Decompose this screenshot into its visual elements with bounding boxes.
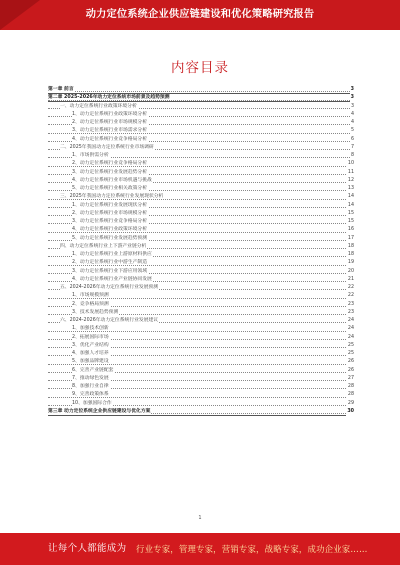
toc-entry[interactable] (48, 169, 354, 177)
toc-entry[interactable] (48, 400, 354, 408)
toc-entry[interactable] (48, 276, 354, 284)
toc-entry[interactable] (48, 177, 354, 185)
footer-banner (0, 533, 400, 565)
toc-entry-label: 5、动力定位系统行业发展趋势预测 (72, 235, 148, 241)
toc-entry-page: 6 (350, 136, 354, 144)
toc-entry[interactable] (48, 334, 354, 342)
toc-entry-label: 4、动力定位系统行业竞争格局分析 (72, 136, 148, 142)
toc-entry-label: 6、完善产业链配套 (72, 367, 114, 373)
toc-entry-page: 18 (347, 251, 354, 259)
toc-entry[interactable] (48, 144, 354, 152)
toc-entry[interactable] (48, 358, 354, 366)
toc-entry[interactable] (48, 243, 354, 251)
toc-entry-page: 24 (347, 317, 354, 325)
toc-entry-page: 8 (350, 152, 354, 160)
toc-entry[interactable] (48, 383, 354, 391)
toc-entry[interactable] (48, 119, 354, 127)
toc-entry-page: 15 (347, 210, 354, 218)
toc-entry[interactable] (48, 127, 354, 135)
toc-entry[interactable] (48, 309, 354, 317)
footer-tagline: 行业专家，管理专家，营销专家，战略专家，成功企业家…… (136, 544, 368, 554)
toc-entry-label: 三、2025年我国动力定位系统行业发展现状分析 (60, 194, 164, 200)
toc-entry-page: 28 (347, 391, 354, 399)
report-title: 动力定位系统企业供应链建设和优化策略研究报告 (85, 9, 315, 20)
toc-entry[interactable] (48, 86, 354, 94)
footer-slogan: 让每个人都能成为 (48, 543, 127, 554)
toc-entry-page: 20 (347, 268, 354, 276)
toc-entry-page: 17 (347, 235, 354, 243)
toc-entry-label: 第三章 动力定位系统企业供应链建设与优化方案 (48, 408, 151, 414)
toc-entry-label: 2、动力定位系统行业中游生产制造 (72, 260, 148, 266)
toc-entry[interactable] (48, 251, 354, 259)
toc-entry-label: 3、技术发展趋势预测 (72, 309, 119, 315)
toc-entry-page: 4 (350, 111, 354, 119)
toc-entry-page: 30 (346, 408, 354, 416)
toc-entry-page: 10 (347, 160, 354, 168)
toc-entry-page: 5 (350, 127, 354, 135)
toc-entry[interactable] (48, 367, 354, 375)
toc-entry[interactable] (48, 152, 354, 160)
toc-entry-label: 4、加强人才培养 (72, 351, 109, 356)
toc-entry-page: 18 (347, 243, 354, 251)
toc-entry-page: 3 (350, 94, 354, 102)
toc-entry-label: 3、动力定位系统行业下游应用领域 (72, 268, 148, 274)
toc-title: 内容目录 (171, 60, 229, 76)
toc-entry-page: 11 (347, 169, 354, 177)
toc-entry-label: 四、动力定位系统行业上下游产业链分析 (60, 243, 147, 249)
toc-entry-label: 六、2024-2026年动力定位系统行业发展建议 (60, 318, 159, 323)
toc-entry-page: 22 (347, 292, 354, 300)
toc-entry[interactable] (48, 202, 354, 210)
toc-entry-label: 2、动力定位系统行业市场规模分析 (72, 210, 148, 216)
toc-entry[interactable] (48, 268, 354, 276)
toc-entry-page: 22 (347, 284, 354, 292)
toc-entry[interactable] (48, 408, 354, 416)
toc-entry-page: 25 (347, 342, 354, 350)
toc-entry-page: 19 (347, 259, 354, 267)
toc-entry[interactable] (48, 284, 354, 292)
page-number: 1 (198, 515, 202, 521)
toc-entry-label: 5、加强品牌建设 (72, 359, 109, 365)
toc-entry-label: 2、动力定位系统行业竞争格局分析 (72, 161, 148, 167)
table-of-contents (48, 86, 354, 416)
toc-entry-label: 二、2025年我国动力定位系统行业市场调研 (60, 144, 154, 150)
toc-entry-label: 1、动力定位系统行业政策环境分析 (72, 111, 148, 117)
toc-entry-label: 第二章 2025-2026年动力定位系统市场前景及趋势预测 (48, 95, 170, 101)
toc-entry-label: 7、推动绿色发展 (72, 375, 109, 381)
toc-entry-label: 第一章 前言 (48, 87, 74, 92)
toc-entry[interactable] (48, 193, 354, 201)
toc-entry-page: 3 (350, 103, 354, 111)
toc-entry-label: 1、加强技术创新 (72, 326, 109, 332)
toc-entry-page: 16 (347, 226, 354, 234)
toc-entry[interactable] (48, 160, 354, 168)
toc-entry-label: 3、动力定位系统行业竞争格局分析 (72, 219, 148, 224)
toc-entry-label: 10、加强国际合作 (72, 400, 112, 406)
toc-entry-page: 3 (350, 86, 354, 94)
toc-entry[interactable] (48, 94, 354, 102)
toc-entry-label: 4、动力定位系统行业市场机遇与挑战 (72, 177, 152, 183)
toc-entry-page: 4 (350, 119, 354, 127)
toc-entry-label: 1、市场供需分析 (72, 153, 109, 158)
toc-entry-page: 24 (347, 325, 354, 333)
toc-entry[interactable] (48, 111, 354, 119)
toc-entry-label: 2、竞争格局预测 (72, 301, 109, 307)
toc-entry-page: 13 (347, 185, 354, 193)
toc-entry-page: 14 (347, 193, 354, 201)
toc-entry-page: 7 (350, 144, 354, 152)
toc-entry[interactable] (48, 391, 354, 399)
toc-entry-label: 1、动力定位系统行业上游原材料供应 (72, 252, 152, 257)
toc-entry-label: 5、动力定位系统行业相关政策分析 (72, 186, 148, 191)
toc-entry-label: 1、动力定位系统行业发展现状分析 (72, 202, 148, 208)
toc-entry[interactable] (48, 350, 354, 358)
toc-entry-label: 8、加强行业自律 (72, 384, 109, 389)
toc-entry[interactable] (48, 210, 354, 218)
toc-entry-label: 3、优化产业结构 (72, 342, 109, 348)
toc-entry[interactable] (48, 136, 354, 144)
toc-entry-label: 3、动力定位系统行业发展趋势分析 (72, 169, 148, 175)
toc-entry[interactable] (48, 218, 354, 226)
toc-entry-page: 24 (347, 334, 354, 342)
toc-entry-page: 23 (347, 301, 354, 309)
toc-entry-page: 12 (347, 177, 354, 185)
toc-entry-label: 一、动力定位系统行业政策环境分析 (60, 103, 137, 109)
toc-entry[interactable] (48, 301, 354, 309)
chapter-underline (48, 415, 354, 416)
toc-entry-page: 26 (347, 358, 354, 366)
toc-entry-page: 15 (347, 218, 354, 226)
toc-entry[interactable] (48, 375, 354, 383)
toc-entry-page: 27 (347, 375, 354, 383)
toc-entry-label: 2、动力定位系统行业市场规模分析 (72, 120, 148, 125)
toc-entry-label: 4、动力定位系统行业政策环境分析 (72, 227, 148, 233)
toc-entry-page: 25 (347, 350, 354, 358)
toc-entry[interactable] (48, 103, 354, 111)
toc-entry[interactable] (48, 325, 354, 333)
toc-entry[interactable] (48, 292, 354, 300)
toc-entry-page: 29 (347, 400, 354, 408)
toc-entry-label: 3、动力定位系统行业市场需求分析 (72, 128, 148, 134)
toc-entry-page: 28 (347, 383, 354, 391)
toc-entry[interactable] (48, 317, 354, 325)
toc-entry-label: 9、完善政策体系 (72, 392, 109, 398)
toc-entry-page: 21 (347, 276, 354, 284)
toc-entry[interactable] (48, 259, 354, 267)
toc-entry-label: 1、市场规模预测 (72, 293, 109, 299)
toc-entry[interactable] (48, 185, 354, 193)
toc-entry[interactable] (48, 226, 354, 234)
toc-entry-page: 14 (347, 202, 354, 210)
report-header (0, 0, 400, 30)
toc-entry-page: 23 (347, 309, 354, 317)
toc-entry-label: 五、2024-2026年动力定位系统行业发展预测 (60, 285, 159, 290)
toc-entry-label: 4、动力定位系统行业产业链协同发展 (72, 276, 152, 282)
toc-entry-label: 2、拓展国际市场 (72, 334, 109, 340)
toc-entry[interactable] (48, 342, 354, 350)
toc-entry-page: 26 (347, 367, 354, 375)
toc-entry[interactable] (48, 235, 354, 243)
toc-leader-dots (48, 91, 354, 92)
